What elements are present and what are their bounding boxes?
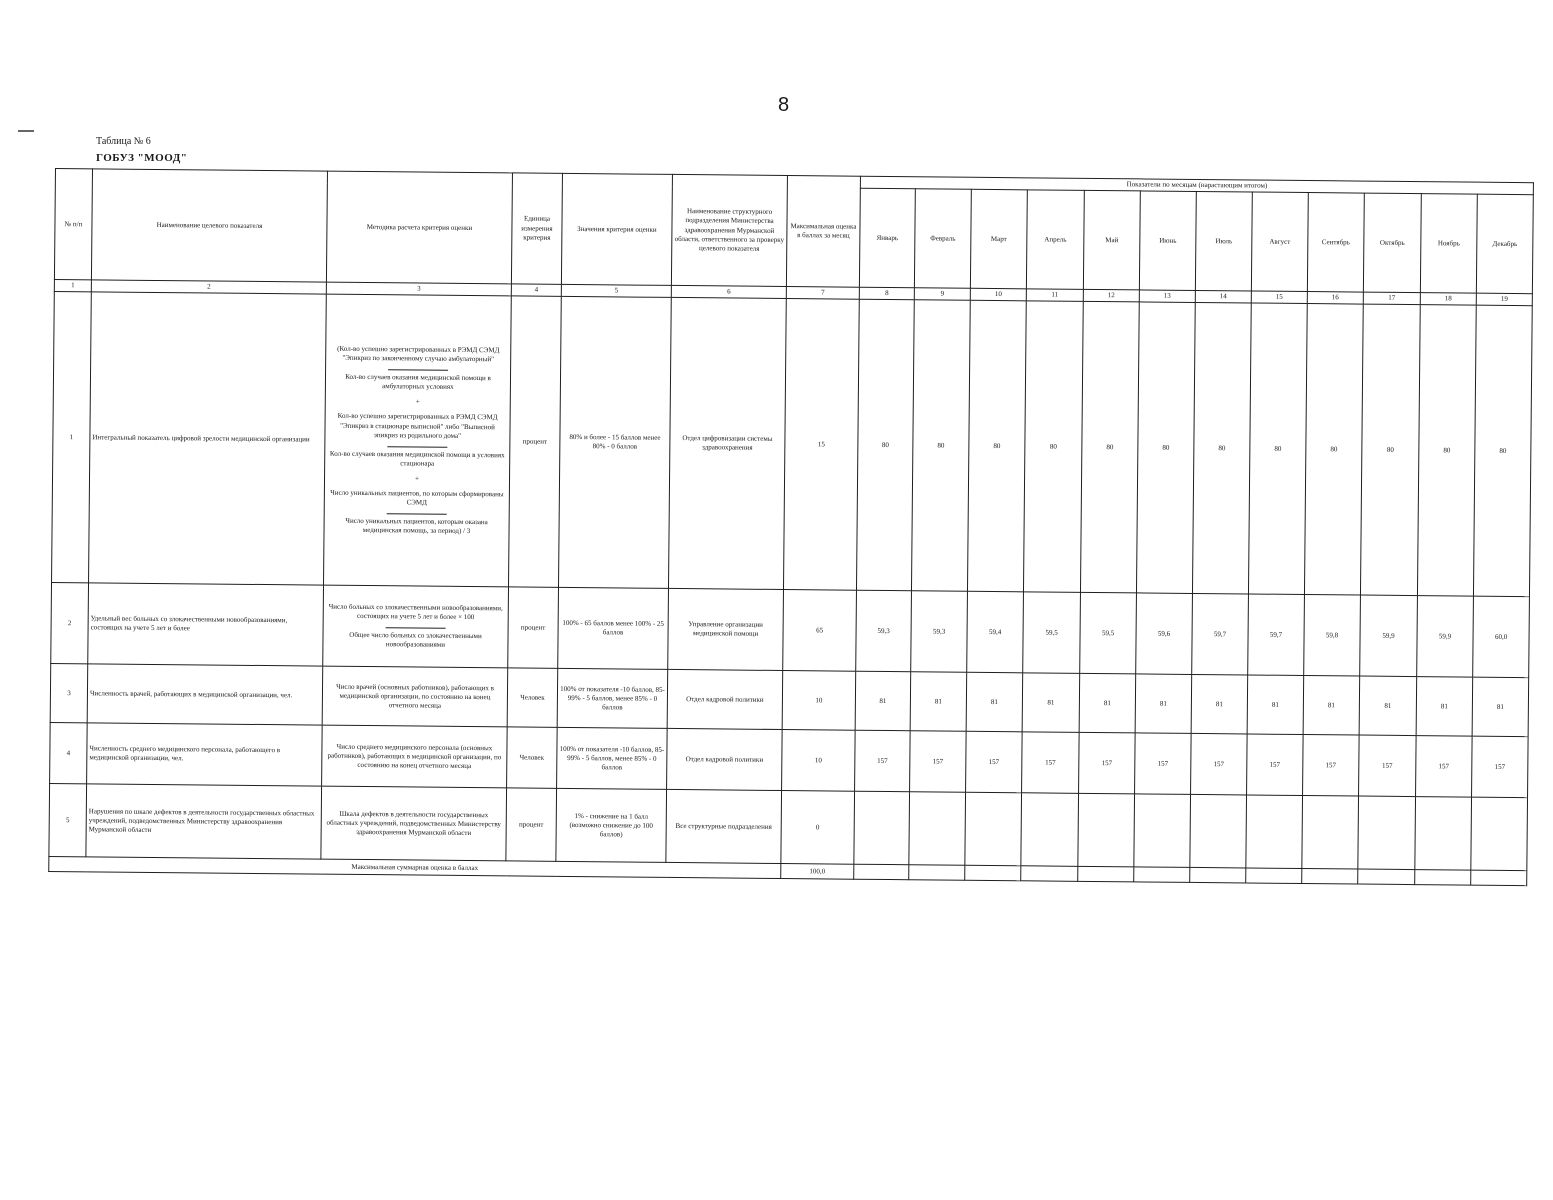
month-value: 60,0 <box>1473 596 1530 678</box>
method-part: Число больных со злокачественными новообразованиями, состоящих на учете 5 лет и более × 100 <box>328 602 503 622</box>
month-value: 80 <box>1023 301 1083 593</box>
column-number: 4 <box>511 284 561 297</box>
row-department: Управление организации медицинской помощи <box>668 589 784 671</box>
column-number: 17 <box>1363 292 1420 305</box>
month-value <box>854 791 910 865</box>
fraction-line <box>387 513 447 515</box>
header-months-title: Показатели по месяцам (нарастающим итогом) <box>860 176 1533 195</box>
month-value: 80 <box>1417 305 1476 597</box>
month-value <box>1358 869 1415 885</box>
header-month: Апрель <box>1026 190 1084 290</box>
row-unit: Человек <box>507 727 558 788</box>
row-indicator: Интегральный показатель цифровой зрелости медицинской организации <box>89 292 327 585</box>
month-value: 59,5 <box>1023 592 1081 674</box>
month-value: 157 <box>1191 734 1248 796</box>
row-department: Отдел кадровой политики <box>667 729 783 791</box>
month-value: 81 <box>855 671 911 731</box>
month-value <box>965 792 1022 866</box>
header-month: Январь <box>859 188 915 288</box>
method-part: Общее число больных со злокачественными новообразованиями <box>349 631 482 650</box>
row-unit: процент <box>508 296 561 587</box>
header-month: Сентябрь <box>1307 193 1364 293</box>
column-number: 14 <box>1195 291 1251 304</box>
month-value: 59,3 <box>911 591 968 673</box>
header-indicator: Наименование целевого показателя <box>91 169 327 282</box>
column-number: 3 <box>326 282 511 296</box>
column-number: 18 <box>1420 293 1476 306</box>
method-operator: + <box>415 474 420 483</box>
month-value <box>1021 793 1079 867</box>
header-month: Май <box>1083 190 1140 290</box>
table-row <box>49 784 1528 871</box>
indicator-table-sheet <box>48 168 1530 886</box>
total-value: 100,0 <box>781 864 854 880</box>
column-number: 11 <box>1026 289 1083 302</box>
indicator-table <box>48 168 1534 886</box>
month-value <box>1134 794 1191 868</box>
month-value: 81 <box>966 672 1023 732</box>
column-number: 5 <box>561 284 671 297</box>
month-value: 157 <box>1416 736 1473 798</box>
column-number: 6 <box>671 286 786 299</box>
month-value <box>1246 795 1303 869</box>
month-value: 80 <box>1304 304 1363 596</box>
scan-mark <box>18 130 34 132</box>
month-value <box>909 792 966 866</box>
month-value <box>1134 867 1190 883</box>
header-month: Ноябрь <box>1420 194 1477 294</box>
month-value: 80 <box>1080 302 1139 594</box>
month-value <box>854 864 909 880</box>
row-max-score: 65 <box>783 590 857 672</box>
table-row <box>51 583 1530 678</box>
header-month: Октябрь <box>1363 193 1421 293</box>
month-value: 157 <box>1135 733 1192 795</box>
month-value: 59,3 <box>856 590 912 672</box>
month-value <box>1190 795 1247 869</box>
month-value: 157 <box>1472 736 1529 798</box>
header-month: Июнь <box>1139 191 1196 291</box>
month-value: 59,7 <box>1192 594 1249 676</box>
row-unit: процент <box>508 587 559 668</box>
month-value <box>1078 867 1134 883</box>
column-number: 19 <box>1476 293 1532 306</box>
month-value: 157 <box>855 730 911 792</box>
row-num: 5 <box>49 784 87 857</box>
month-value <box>1358 796 1416 870</box>
table-row <box>52 292 1533 597</box>
row-max-score: 10 <box>782 730 856 792</box>
month-value: 157 <box>910 731 967 793</box>
fraction-line <box>386 627 446 629</box>
row-department: Отдел цифровизации системы здравоохранения <box>668 298 786 590</box>
row-num: 3 <box>50 664 88 723</box>
month-value: 80 <box>1473 305 1532 597</box>
month-value: 81 <box>1135 674 1192 734</box>
month-value: 81 <box>1303 676 1360 736</box>
month-value: 80 <box>1248 303 1307 595</box>
month-value: 80 <box>1136 302 1195 594</box>
column-number: 10 <box>970 288 1026 301</box>
row-num: 1 <box>52 292 92 583</box>
total-label: Максимальная суммарная оценка в баллах <box>49 857 781 879</box>
month-value <box>1021 866 1078 882</box>
row-method <box>324 294 512 587</box>
month-value: 81 <box>1022 673 1080 733</box>
page-number: 8 <box>778 94 790 116</box>
month-value: 59,7 <box>1248 594 1305 676</box>
month-value: 80 <box>967 300 1026 592</box>
row-criterion: 1% - снижение на 1 балл (возможно снижение до 100 баллов) <box>556 789 667 863</box>
month-value: 81 <box>1416 677 1473 737</box>
organization-name: ГОБУЗ "МООД" <box>96 152 188 164</box>
month-value <box>1415 870 1471 886</box>
month-value: 59,8 <box>1304 595 1361 677</box>
row-criterion: 100% от показателя -10 баллов, 85-99% - 5 баллов, менее 85% - 0 баллов <box>557 728 668 790</box>
month-value <box>1471 870 1527 886</box>
method-part: Число уникальных пациентов, которым оказана медицинская помощь, за период) / 3 <box>345 517 488 536</box>
header-max-score: Максимальная оценка в баллах за месяц <box>786 176 860 288</box>
column-number: 16 <box>1307 292 1363 305</box>
row-num: 4 <box>50 723 88 784</box>
month-value: 81 <box>1359 676 1417 736</box>
header-criterion: Значения критерия оценки <box>561 173 672 285</box>
month-value: 157 <box>966 731 1023 793</box>
month-value: 59,5 <box>1080 593 1137 675</box>
month-value <box>965 865 1021 881</box>
row-indicator: Нарушения по шкале дефектов в деятельности государственных областных учреждений, подведомственных Министерству здравоохранения Мурманской области <box>86 784 322 859</box>
month-value: 59,4 <box>967 591 1024 673</box>
row-department: Отдел кадровой политики <box>667 670 783 730</box>
method-part: Число уникальных пациентов, по которым сформированы СЭМД <box>330 488 504 507</box>
month-value <box>1078 794 1135 868</box>
month-value: 157 <box>1303 735 1360 797</box>
row-max-score: 10 <box>782 671 856 731</box>
method-part: Кол-во успешно зарегистрированных в РЭМД СЭМД "Эпикриз в стационаре выписной" либо "Выписной эпикриз из родильного дома" <box>337 412 498 440</box>
column-number: 15 <box>1251 291 1307 304</box>
header-month: Июль <box>1195 192 1252 292</box>
header-department: Наименование структурного подразделения Министерства здравоохранения Мурманской области, ответственного за проверку целевого показателя <box>671 174 787 286</box>
month-value <box>1471 797 1528 871</box>
method-operator: + <box>415 397 420 406</box>
row-method: Число врачей (основных работников), работающих в медицинской организации, по состоянию на конец отчетного месяца <box>322 666 508 727</box>
header-unit: Единица измерения критерия <box>511 173 562 285</box>
row-method: Число среднего медицинского персонала (основных работников), работающих в медицинской организации, по состоянию на конец отчетного месяца <box>322 725 508 788</box>
row-criterion: 80% и более - 15 баллов менее 80% - 0 баллов <box>558 297 671 589</box>
month-value: 59,9 <box>1417 596 1474 678</box>
column-number: 8 <box>859 287 914 300</box>
header-month: Август <box>1251 192 1308 292</box>
row-max-score: 15 <box>783 299 859 591</box>
row-indicator: Численность врачей, работающих в медицинской организации, чел. <box>87 664 323 725</box>
month-value: 81 <box>1247 675 1304 735</box>
row-method: Шкала дефектов в деятельности государственных областных учреждений, подведомственных Министерству здравоохранения Мурманской области <box>321 786 507 861</box>
table-caption: Таблица № 6 <box>96 136 151 147</box>
row-department: Все структурные подразделения <box>666 790 782 864</box>
month-value: 80 <box>1360 304 1420 596</box>
column-number: 7 <box>786 287 859 300</box>
row-max-score: 0 <box>781 791 855 865</box>
month-value <box>1302 869 1358 885</box>
month-value: 157 <box>1022 732 1080 794</box>
month-value: 80 <box>856 299 914 591</box>
row-criterion: 100% - 65 баллов менее 100% - 25 баллов <box>558 588 669 670</box>
month-value <box>1302 796 1359 870</box>
header-num: № п/п <box>54 169 92 280</box>
method-part: Кол-во случаев оказания медицинской помощи в амбулаторных условиях <box>345 372 491 392</box>
month-value <box>1246 868 1302 884</box>
month-value <box>1190 868 1246 884</box>
method-part: (Кол-во успешно зарегистрированных в РЭМД СЭМД "Эпикриз по законченному случаю амбулаторный" <box>337 344 500 364</box>
month-value: 157 <box>1079 733 1136 795</box>
month-value: 59,6 <box>1136 593 1193 675</box>
row-criterion: 100% от показателя -10 баллов, 85-99% - 5 баллов, менее 85% - 0 баллов <box>557 669 668 729</box>
month-value: 59,9 <box>1360 595 1418 677</box>
row-indicator: Удельный вес больных со злокачественными новообразованиями, состоящих на учете 5 лет и более <box>88 583 324 666</box>
month-value: 80 <box>911 300 970 592</box>
column-number: 2 <box>91 280 326 294</box>
header-method: Методика расчета критерия оценки <box>326 171 512 284</box>
row-method <box>323 585 509 668</box>
method-part: Кол-во случаев оказания медицинской помощи в условиях стационара <box>329 449 505 468</box>
month-value: 157 <box>1247 734 1304 796</box>
month-value <box>1415 797 1472 871</box>
row-unit: Человек <box>507 668 558 727</box>
column-number: 13 <box>1139 290 1195 303</box>
row-indicator: Численность среднего медицинского персонала, работающего в медицинской организации, чел. <box>87 723 323 786</box>
fraction-line <box>387 446 447 448</box>
month-value: 81 <box>1472 677 1529 737</box>
row-unit: процент <box>506 788 557 861</box>
row-num: 2 <box>51 583 89 664</box>
header-month: Декабрь <box>1476 194 1533 294</box>
month-value: 80 <box>1192 303 1251 595</box>
header-month: Февраль <box>914 189 971 289</box>
fraction-line <box>388 369 448 371</box>
column-number: 1 <box>54 280 91 292</box>
month-value: 157 <box>1359 735 1417 797</box>
month-value: 81 <box>1079 674 1136 734</box>
column-number: 9 <box>914 288 970 301</box>
column-number: 12 <box>1083 289 1139 302</box>
month-value: 81 <box>1191 675 1248 735</box>
month-value <box>909 865 965 881</box>
month-value: 81 <box>910 672 967 732</box>
header-month: Март <box>970 189 1027 289</box>
